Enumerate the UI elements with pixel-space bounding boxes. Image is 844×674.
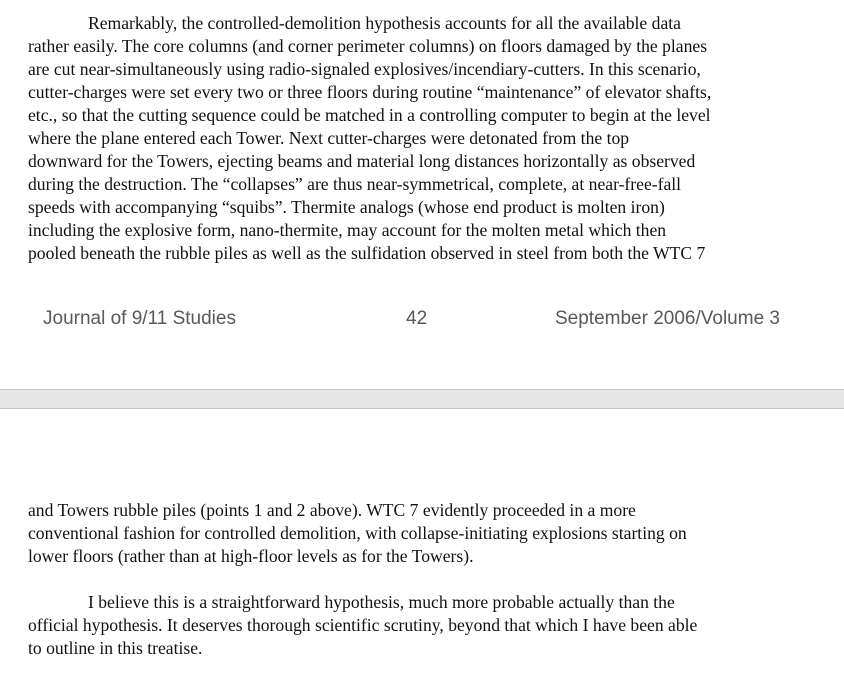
paragraph-line: during the destruction. The “collapses” are thus near-symmetrical, complete, at near-free-fall	[28, 174, 682, 194]
paragraph-line: where the plane entered each Tower. Next cutter-charges were detonated from the top	[28, 128, 630, 148]
paragraph-line: cutter-charges were set every two or three floors during routine “maintenance” of elevator shafts,	[28, 82, 712, 102]
paragraph-line: downward for the Towers, ejecting beams and material long distances horizontally as observed	[28, 151, 696, 171]
paragraph-line: pooled beneath the rubble piles as well as the sulfidation observed in steel from both the WTC 7	[28, 243, 706, 263]
paragraph-line: Remarkably, the controlled-demolition hypothesis accounts for all the available data	[88, 13, 681, 33]
paragraph-line: I believe this is a straightforward hypothesis, much more probable actually than the	[88, 592, 675, 612]
paragraph-line: speeds with accompanying “squibs”. Thermite analogs (whose end product is molten iron)	[28, 197, 665, 217]
footer-issue: September 2006/Volume 3	[555, 308, 780, 329]
paragraph-line: rather easily. The core columns (and corner perimeter columns) on floors damaged by the planes	[28, 36, 708, 56]
paragraph-line: conventional fashion for controlled demolition, with collapse-initiating explosions starting on	[28, 523, 687, 543]
page-break-gap	[0, 389, 844, 409]
footer-journal-title: Journal of 9/11 Studies	[43, 308, 236, 329]
paragraph-line: are cut near-simultaneously using radio-signaled explosives/incendiary-cutters. In this scenario,	[28, 59, 701, 79]
paragraph-line: to outline in this treatise.	[28, 638, 203, 658]
footer-page-number: 42	[406, 308, 428, 329]
document-page-bottom	[0, 409, 844, 674]
paragraph-line: official hypothesis. It deserves thorough scientific scrutiny, beyond that which I have been able	[28, 615, 698, 635]
paragraph-line: and Towers rubble piles (points 1 and 2 above). WTC 7 evidently proceeded in a more	[28, 500, 636, 520]
paragraph-line: including the explosive form, nano-thermite, may account for the molten metal which then	[28, 220, 667, 240]
paragraph-line: lower floors (rather than at high-floor levels as for the Towers).	[28, 546, 474, 566]
paragraph-line: etc., so that the cutting sequence could be matched in a controlling computer to begin at the level	[28, 105, 711, 125]
